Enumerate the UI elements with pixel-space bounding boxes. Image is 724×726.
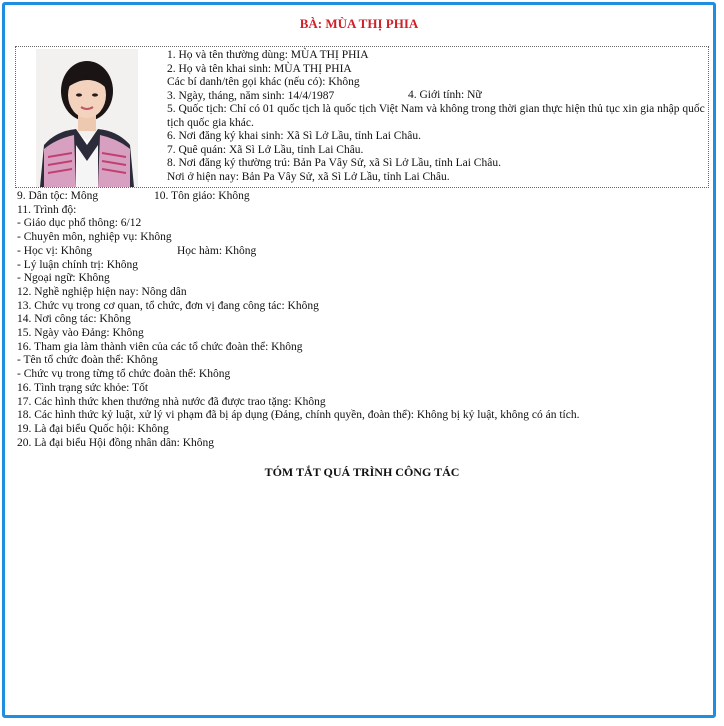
ethnicity-religion-row	[17, 190, 707, 204]
nationality: 5. Quốc tịch: Chỉ có 01 quốc tịch là quốc tịch Việt Nam và không trong thời gian thực hiện thủ tục xin gia nhập quốc tịch quốc gia khác.	[167, 103, 705, 129]
political-theory: - Lý luận chính trị: Không	[17, 258, 139, 271]
party-date: 15. Ngày vào Đảng: Không	[17, 327, 144, 340]
work-history-heading: TÓM TẮT QUÁ TRÌNH CÔNG TÁC	[264, 465, 460, 479]
general-education: - Giáo dục phổ thông: 6/12	[17, 217, 142, 230]
academic-title: Học hàm: Không	[177, 244, 257, 257]
discipline: 18. Các hình thức kỷ luật, xử lý vi phạm đã bị áp dụng (Đảng, chính quyền, đoàn thể): Không bị kỷ luật, không có án tích.	[17, 409, 580, 422]
position: 13. Chức vụ trong cơ quan, tổ chức, đơn vị đang công tác: Không	[17, 299, 319, 312]
workplace: 14. Nơi công tác: Không	[17, 313, 131, 326]
birth-date: 3. Ngày, tháng, năm sinh: 14/4/1987	[167, 89, 335, 102]
birth-registration: 6. Nơi đăng ký khai sinh: Xã Sì Lở Lầu, tỉnh Lai Châu.	[167, 130, 421, 142]
profile-info	[167, 49, 707, 184]
candidate-photo	[36, 49, 138, 187]
awards: 17. Các hình thức khen thưởng nhà nước đã được trao tặng: Không	[17, 395, 326, 408]
specialty: - Chuyên môn, nghiệp vụ: Không	[17, 231, 172, 244]
birth-name: 2. Họ và tên khai sinh: MÙA THỊ PHIA	[167, 62, 352, 75]
gender: 4. Giới tính: Nữ	[408, 89, 482, 101]
unions: 16. Tham gia làm thành viên của các tổ chức đoàn thể: Không	[17, 340, 303, 353]
hometown: 7. Quê quán: Xã Sì Lở Lầu, tỉnh Lai Châu.	[167, 143, 364, 156]
foreign-language: - Ngoại ngữ: Không	[17, 272, 110, 285]
occupation: 12. Nghề nghiệp hiện nay: Nông dân	[17, 285, 187, 298]
current-residence: Nơi ở hiện nay: Bản Pa Vây Sử, xã Sì Lở Lầu, tỉnh Lai Châu.	[167, 170, 450, 183]
union-name: - Tên tổ chức đoàn thể: Không	[17, 354, 158, 367]
education-heading: 11. Trình độ:	[17, 203, 77, 216]
religion: 10. Tôn giáo: Không	[154, 190, 250, 202]
common-name: 1. Họ và tên thường dùng: MÙA THỊ PHIA	[167, 49, 369, 61]
candidate-name-title: BÀ: MÙA THỊ PHIA	[299, 16, 419, 31]
ethnicity: 9. Dân tộc: Mông	[17, 190, 99, 202]
council-delegate: 20. Là đại biểu Hội đồng nhân dân: Không	[17, 436, 215, 449]
health: 16. Tình trạng sức khỏe: Tốt	[17, 381, 149, 394]
aliases: Các bí danh/tên gọi khác (nếu có): Không	[167, 76, 360, 88]
degree: - Học vị: Không	[17, 244, 93, 257]
national-assembly-delegate: 19. Là đại biểu Quốc hội: Không	[17, 422, 169, 435]
permanent-residence: 8. Nơi đăng ký thường trú: Bản Pa Vây Sử, xã Sì Lở Lầu, tỉnh Lai Châu.	[167, 157, 501, 169]
portrait-image	[36, 49, 138, 187]
degree-row	[17, 245, 707, 259]
details-list	[17, 190, 707, 450]
union-position: - Chức vụ trong từng tổ chức đoàn thể: Không	[17, 368, 231, 381]
